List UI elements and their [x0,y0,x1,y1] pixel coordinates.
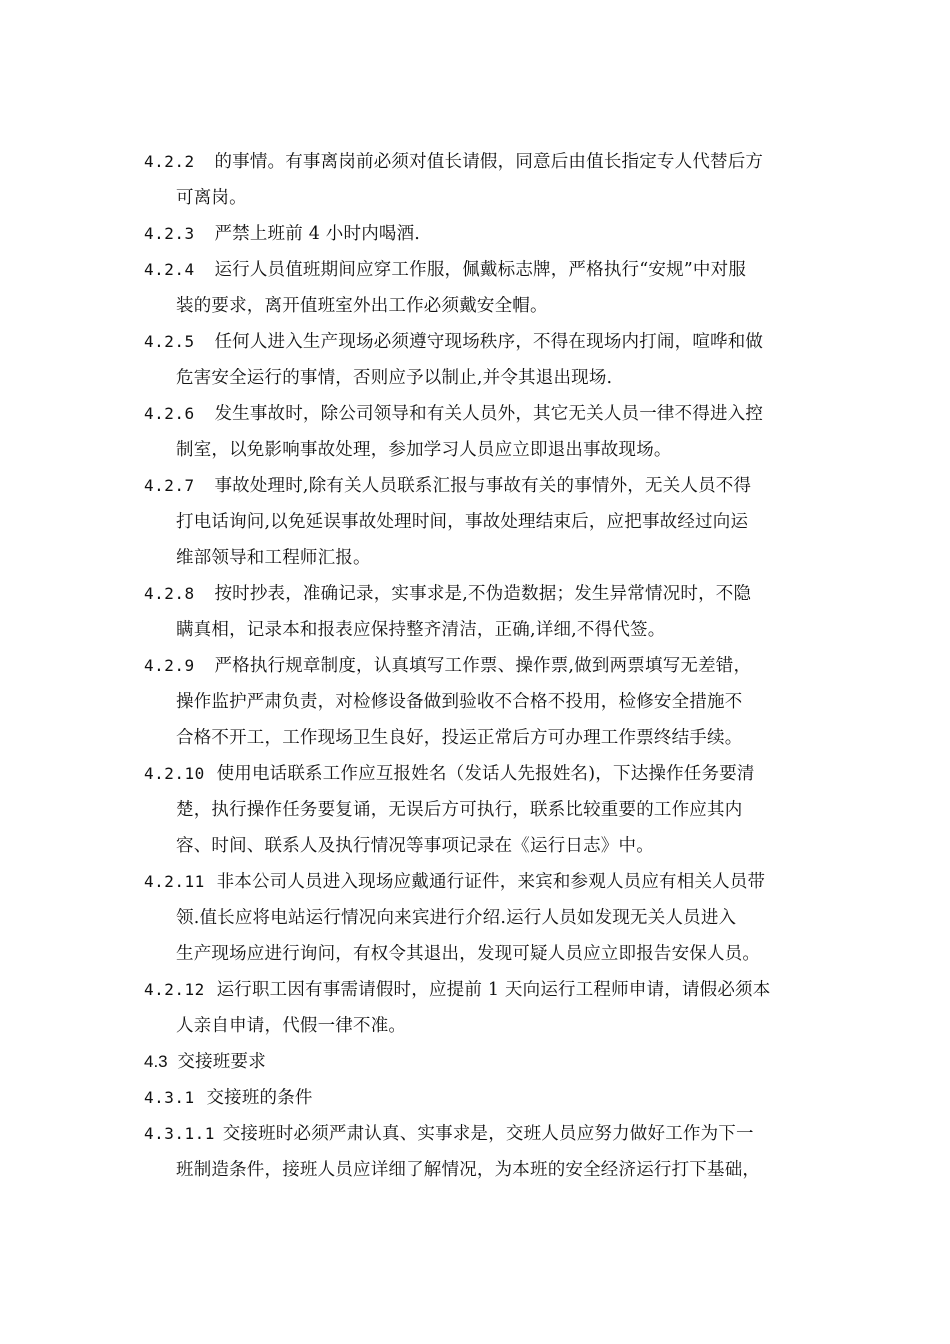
clause-4-2-5 [144,330,763,354]
clause-text-continued: 操作监护严肃负责，对检修设备做到验收不合格不投用，检修安全措施不 [176,692,743,712]
section-heading-4-3 [144,1050,266,1074]
clause-number: 4.2.6 [144,404,195,423]
clause-text-continued: 班制造条件，接班人员应详细了解情况，为本班的安全经济运行打下基础， [176,1160,761,1180]
clause-text: 非本公司人员进入现场应戴通行证件，来宾和参观人员应有相关人员带 [216,872,766,892]
clause-text: 运行职工因有事需请假时，应提前 1 天向运行工程师申请，请假必须本 [216,980,771,1000]
clause-text-continued: 维部领导和工程师汇报。 [176,548,371,568]
clause-text-continued: 容、时间、联系人及执行情况等事项记录在《运行日志》中。 [176,836,654,856]
clause-text: 事故处理时,除有关人员联系汇报与事故有关的事情外，无关人员不得 [214,476,752,496]
clause-text-continued: 合格不开工，工作现场卫生良好，投运正常后方可办理工作票终结手续。 [176,728,743,748]
clause-4-2-7 [144,474,751,498]
clause-4-2-10 [144,762,755,786]
clause-text: 任何人进入生产现场必须遵守现场秩序，不得在现场内打闹，喧哗和做 [214,332,764,352]
clause-4-2-6 [144,402,763,426]
clause-text-continued: 可离岗。 [176,188,247,208]
clause-4-2-9 [144,654,751,678]
clause-4-3-1-1 [144,1122,754,1146]
clause-4-2-3 [144,222,420,246]
clause-4-2-2 [144,150,763,174]
section-title: 交接班要求 [177,1052,266,1072]
clause-text-continued: 制室，以免影响事故处理，参加学习人员应立即退出事故现场。 [176,440,672,460]
clause-number: 4.2.5 [144,332,195,351]
clause-4-2-11 [144,870,765,894]
clause-text: 严格执行规章制度，认真填写工作票、操作票,做到两票填写无差错， [214,656,752,676]
clause-number: 4.2.4 [144,260,195,279]
clause-text: 交接班时必须严肃认真、实事求是，交班人员应努力做好工作为下一 [222,1124,754,1144]
clause-text: 使用电话联系工作应互报姓名（发话人先报姓名)，下达操作任务要清 [216,764,755,784]
clause-text-continued: 生产现场应进行询问，有权令其退出，发现可疑人员应立即报告安保人员。 [176,944,761,964]
clause-text: 的事情。有事离岗前必须对值长请假，同意后由值长指定专人代替后方 [214,152,764,172]
clause-number: 4.2.11 [144,872,205,891]
clause-number: 4.2.12 [144,980,205,999]
clause-number: 4.2.2 [144,152,195,171]
clause-text-continued: 楚，执行操作任务要复诵，无误后方可执行，联系比较重要的工作应其内 [176,800,743,820]
section-number: 4.3 [144,1052,168,1071]
clause-4-2-12 [144,978,770,1002]
clause-text: 严禁上班前 4 小时内喝酒. [214,224,421,244]
subsection-number: 4.3.1 [144,1088,195,1107]
clause-text-continued: 人亲自申请，代假一律不准。 [176,1016,407,1036]
clause-text-continued: 领.值长应将电站运行情况向来宾进行介绍.运行人员如发现无关人员进入 [176,908,737,928]
clause-text-continued: 装的要求，离开值班室外出工作必须戴安全帽。 [176,296,548,316]
clause-number: 4.2.9 [144,656,195,675]
clause-4-2-4 [144,258,746,282]
clause-text: 发生事故时，除公司领导和有关人员外，其它无关人员一律不得进入控 [214,404,764,424]
clause-number: 4.2.8 [144,584,195,603]
clause-text: 运行人员值班期间应穿工作服，佩戴标志牌，严格执行“安规”中对服 [214,260,747,280]
clause-text-continued: 危害安全运行的事情，否则应予以制止,并令其退出现场. [176,368,613,388]
clause-number: 4.3.1.1 [144,1124,215,1143]
subsection-title: 交接班的条件 [206,1088,313,1108]
clause-text-continued: 瞒真相，记录本和报表应保持整齐清洁，正确,详细,不得代签。 [176,620,666,640]
clause-text-continued: 打电话询问,以免延误事故处理时间，事故处理结束后，应把事故经过向运 [176,512,749,532]
clause-number: 4.2.3 [144,224,195,243]
clause-4-2-8 [144,582,751,606]
clause-number: 4.2.7 [144,476,195,495]
clause-number: 4.2.10 [144,764,205,783]
clause-text: 按时抄表，准确记录，实事求是,不伪造数据；发生异常情况时，不隐 [214,584,752,604]
subsection-heading-4-3-1 [144,1086,313,1110]
